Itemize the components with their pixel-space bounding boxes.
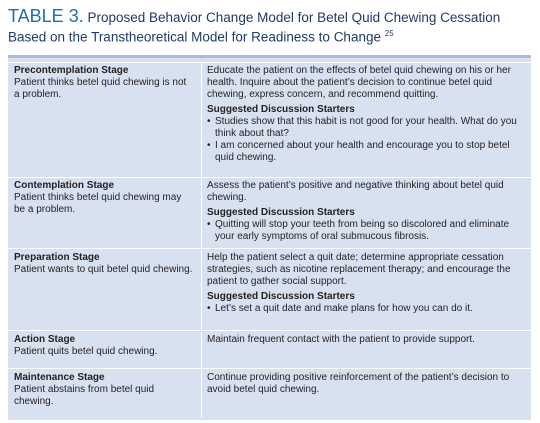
- stage-name: Maintenance Stage: [14, 372, 105, 383]
- table-label: TABLE 3.: [8, 6, 84, 26]
- intervention-text: Help the patient select a quit date; determine appropriate cessation strategies, such as nicotine replacement therapy; and encourage the patient to gather social support.: [207, 252, 511, 287]
- discussion-starter-text: Studies show that this habit is not good for your health. What do you think about that?: [215, 116, 517, 139]
- title-line-1: [8, 8, 536, 26]
- discussion-starters-heading: Suggested Discussion Starters: [207, 291, 355, 302]
- column-divider: [201, 332, 202, 368]
- title-text-2: Based on the Transtheoretical Model for Readiness to Change: [8, 29, 381, 45]
- stage-description: Patient wants to quit betel quid chewing.: [14, 264, 193, 275]
- stage-description: Patient quits betel quid chewing.: [14, 346, 158, 357]
- discussion-starter-text: I am concerned about your health and encourage you to stop betel quid chewing.: [215, 140, 510, 163]
- stage-description: Patient thinks betel quid chewing is not a problem.: [14, 77, 187, 100]
- table-row-maintenance: [8, 370, 531, 418]
- bullet-icon: •: [207, 219, 211, 230]
- table-row-action: [8, 332, 531, 369]
- reference-superscript: 25: [384, 29, 394, 38]
- intervention-cell: [207, 180, 525, 243]
- stage-cell: [14, 252, 194, 276]
- discussion-starter: [207, 116, 525, 140]
- discussion-starter: [207, 303, 525, 315]
- intervention-cell: [207, 65, 525, 164]
- table-title: [8, 8, 536, 46]
- stage-name: Precontemplation Stage: [14, 65, 129, 76]
- stage-name: Action Stage: [14, 334, 76, 345]
- column-divider: [201, 63, 202, 177]
- column-divider: [201, 250, 202, 330]
- intervention-text: Educate the patient on the effects of betel quid chewing on his or her health. Inquire about the patient’s decision to continue betel quid chewing, express concern, and recommend quitting.: [207, 65, 511, 100]
- table-row-contemplation: [8, 178, 531, 249]
- column-divider: [201, 370, 202, 418]
- discussion-starter-text: Quitting will stop your teeth from being so discolored and eliminate your early symptoms of oral submucous fibrosis.: [215, 219, 510, 242]
- title-text-1: Proposed Behavior Change Model for Betel Quid Chewing Cessation: [87, 10, 501, 25]
- title-line-2: [8, 26, 536, 46]
- discussion-starters-heading: Suggested Discussion Starters: [207, 104, 355, 115]
- table-row-precontemplation: [8, 62, 531, 178]
- stages-table: [8, 55, 531, 420]
- stage-name: Preparation Stage: [14, 252, 100, 263]
- bullet-icon: •: [207, 116, 211, 127]
- intervention-text: Maintain frequent contact with the patient to provide support.: [207, 334, 475, 345]
- stage-description: Patient thinks betel quid chewing may be a problem.: [14, 192, 182, 215]
- stage-name: Contemplation Stage: [14, 180, 115, 191]
- stage-cell: [14, 334, 194, 358]
- intervention-cell: [207, 252, 525, 315]
- table-row-preparation: [8, 250, 531, 331]
- column-divider: [201, 178, 202, 248]
- bullet-icon: •: [207, 303, 211, 314]
- intervention-text: Assess the patient’s positive and negative thinking about betel quid chewing.: [207, 180, 504, 203]
- stage-cell: [14, 180, 194, 216]
- stage-cell: [14, 65, 194, 101]
- intervention-cell: [207, 372, 525, 396]
- stage-description: Patient abstains from betel quid chewing.: [14, 384, 155, 407]
- discussion-starter: [207, 140, 525, 164]
- discussion-starters-heading: Suggested Discussion Starters: [207, 207, 355, 218]
- discussion-starter-text: Let’s set a quit date and make plans for how you can do it.: [215, 303, 473, 314]
- intervention-cell: [207, 334, 525, 346]
- intervention-text: Continue providing positive reinforcement of the patient’s decision to avoid betel quid chewing.: [207, 372, 510, 395]
- stage-cell: [14, 372, 194, 408]
- discussion-starter: [207, 219, 525, 243]
- bullet-icon: •: [207, 140, 211, 151]
